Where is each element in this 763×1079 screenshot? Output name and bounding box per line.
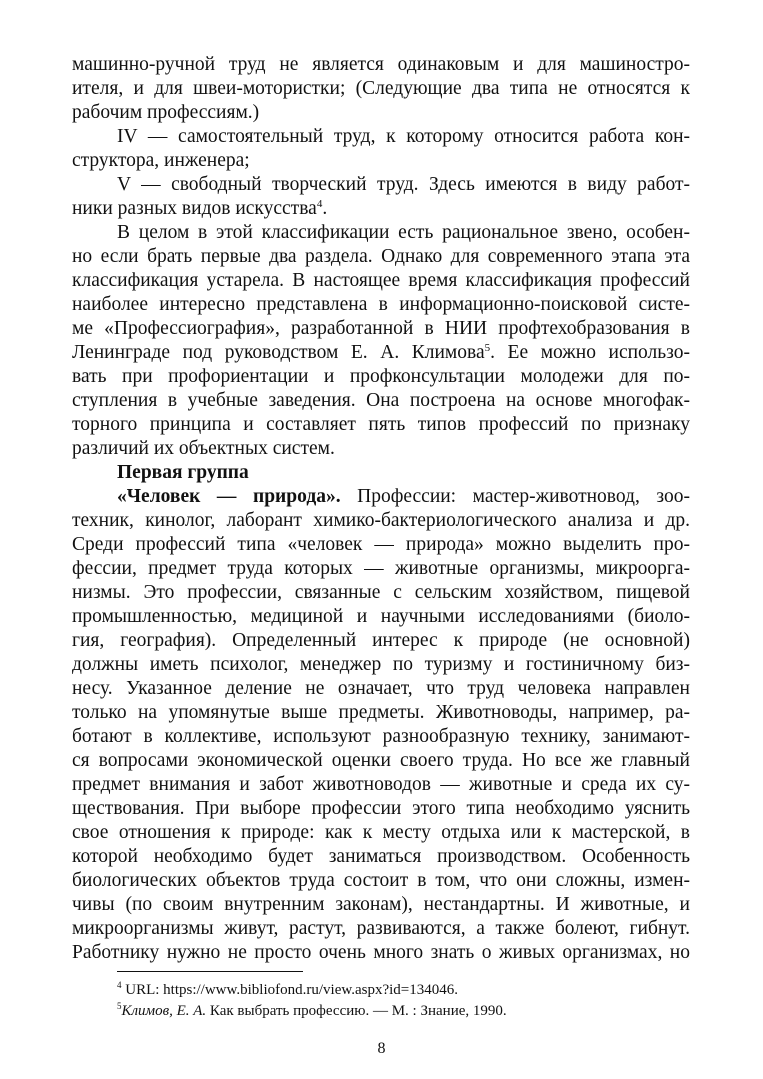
footnote-ref-5: 5: [484, 342, 491, 354]
text-fragment: Профессии: мастер-животновод, зоо-: [340, 486, 691, 507]
text-line: низмы. Это профессии, связанные с сельским хозяйством, пищевой: [72, 582, 690, 603]
text-line: ме «Профессиография», разработанной в НИИ профтехобразования в: [72, 318, 690, 339]
text-line: различий их объектных систем.: [72, 438, 335, 459]
text-line: предмет внимания и забот животноводов — животные и среда их су-: [72, 774, 690, 795]
footnote-text: Как выбрать профессию. — М. : Знание, 1990.: [206, 1003, 507, 1019]
text-line: вать при профориентации и профконсультации молодежи для по-: [72, 366, 690, 387]
page-number: 8: [377, 1040, 386, 1057]
footnote-5: [117, 1002, 507, 1020]
text-line: В целом в этой классификации есть рациональное звено, особен-: [117, 222, 690, 243]
footnote-number: 4: [117, 980, 122, 990]
text-line: ботают в коллективе, используют разнообразную технику, занимают-: [72, 726, 690, 747]
group-title: «Человек — природа».: [117, 486, 341, 507]
text-line: чивы (по своим внутренним законам), нестандартны. И животные, и: [72, 894, 690, 915]
text-line: только на упомянутые выше предметы. Животноводы, например, ра-: [72, 702, 690, 723]
footnote-number: 5: [117, 1001, 122, 1011]
footnote-ref-4: 4: [316, 198, 323, 210]
footnote-divider: [117, 971, 303, 972]
text-fragment: ники разных видов искусства: [72, 198, 317, 219]
text-line: V — свободный творческий труд. Здесь имеются в виду работ-: [117, 174, 690, 195]
text-line: структора, инженера;: [72, 150, 250, 171]
text-fragment: .: [322, 198, 328, 219]
text-fragment: Ленинграде под руководством Е. А. Климова: [72, 342, 485, 363]
text-line: торного принципа и составляет пять типов профессий по признаку: [72, 414, 690, 435]
text-line: ся вопросами экономической оценки своего труда. Но все же главный: [72, 750, 690, 771]
text-line: [72, 197, 690, 221]
footnote-4: [117, 981, 458, 999]
text-line: несу. Указанное деление не означает, что труд человека направлен: [72, 678, 690, 699]
text-line: [72, 341, 690, 365]
text-line: ителя, и для швеи-мотористки; (Следующие два типа не относятся к: [72, 78, 690, 99]
text-line: которой необходимо будет заниматься производством. Особенность: [72, 846, 690, 867]
text-line: IV — самостоятельный труд, к которому относится работа кон-: [117, 126, 690, 147]
text-line: фессии, предмет труда которых — животные организмы, микроорга-: [72, 558, 690, 579]
text-line: техник, кинолог, лаборант химико-бактериологического анализа и др.: [72, 510, 690, 531]
text-line: ществования. При выборе профессии этого типа необходимо уяснить: [72, 798, 690, 819]
text-line: [72, 485, 690, 509]
text-line: промышленностью, медициной и научными исследованиями (биоло-: [72, 606, 690, 627]
text-line: Среди профессий типа «человек — природа» можно выделить про-: [72, 534, 690, 555]
text-line: классификация устарела. В настоящее время классификация профессий: [72, 270, 690, 291]
text-line: Работнику нужно не просто очень много знать о живых организмах, но: [72, 942, 690, 963]
section-heading: Первая группа: [117, 462, 249, 483]
text-line: гия, география). Определенный интерес к природе (не основной): [72, 630, 690, 651]
footnote-text: URL: https://www.bibliofond.ru/view.aspx?id=134046.: [121, 982, 458, 998]
text-line: рабочим профессиям.): [72, 102, 260, 123]
text-line: наиболее интересно представлена в информационно-поисковой систе-: [72, 294, 690, 315]
text-line: но если брать первые два раздела. Однако для современного этапа эта: [72, 246, 690, 267]
text-line: микроорганизмы живут, растут, развиваются, а также болеют, гибнут.: [72, 918, 690, 939]
body-text: [72, 53, 690, 965]
text-line: ступления в учебные заведения. Она построена на основе многофак-: [72, 390, 690, 411]
text-line: свое отношения к природе: как к месту отдыха или к мастерской, в: [72, 822, 690, 843]
text-line: должны иметь психолог, менеджер по туризму и гостиничному биз-: [72, 654, 690, 675]
text-line: машинно-ручной труд не является одинаковым и для машиностро-: [72, 54, 690, 75]
footnote-author: Климов, Е. А.: [121, 1003, 207, 1019]
text-fragment: . Ее можно использо-: [490, 342, 690, 363]
text-line: биологических объектов труда состоит в том, что они сложны, измен-: [72, 870, 690, 891]
